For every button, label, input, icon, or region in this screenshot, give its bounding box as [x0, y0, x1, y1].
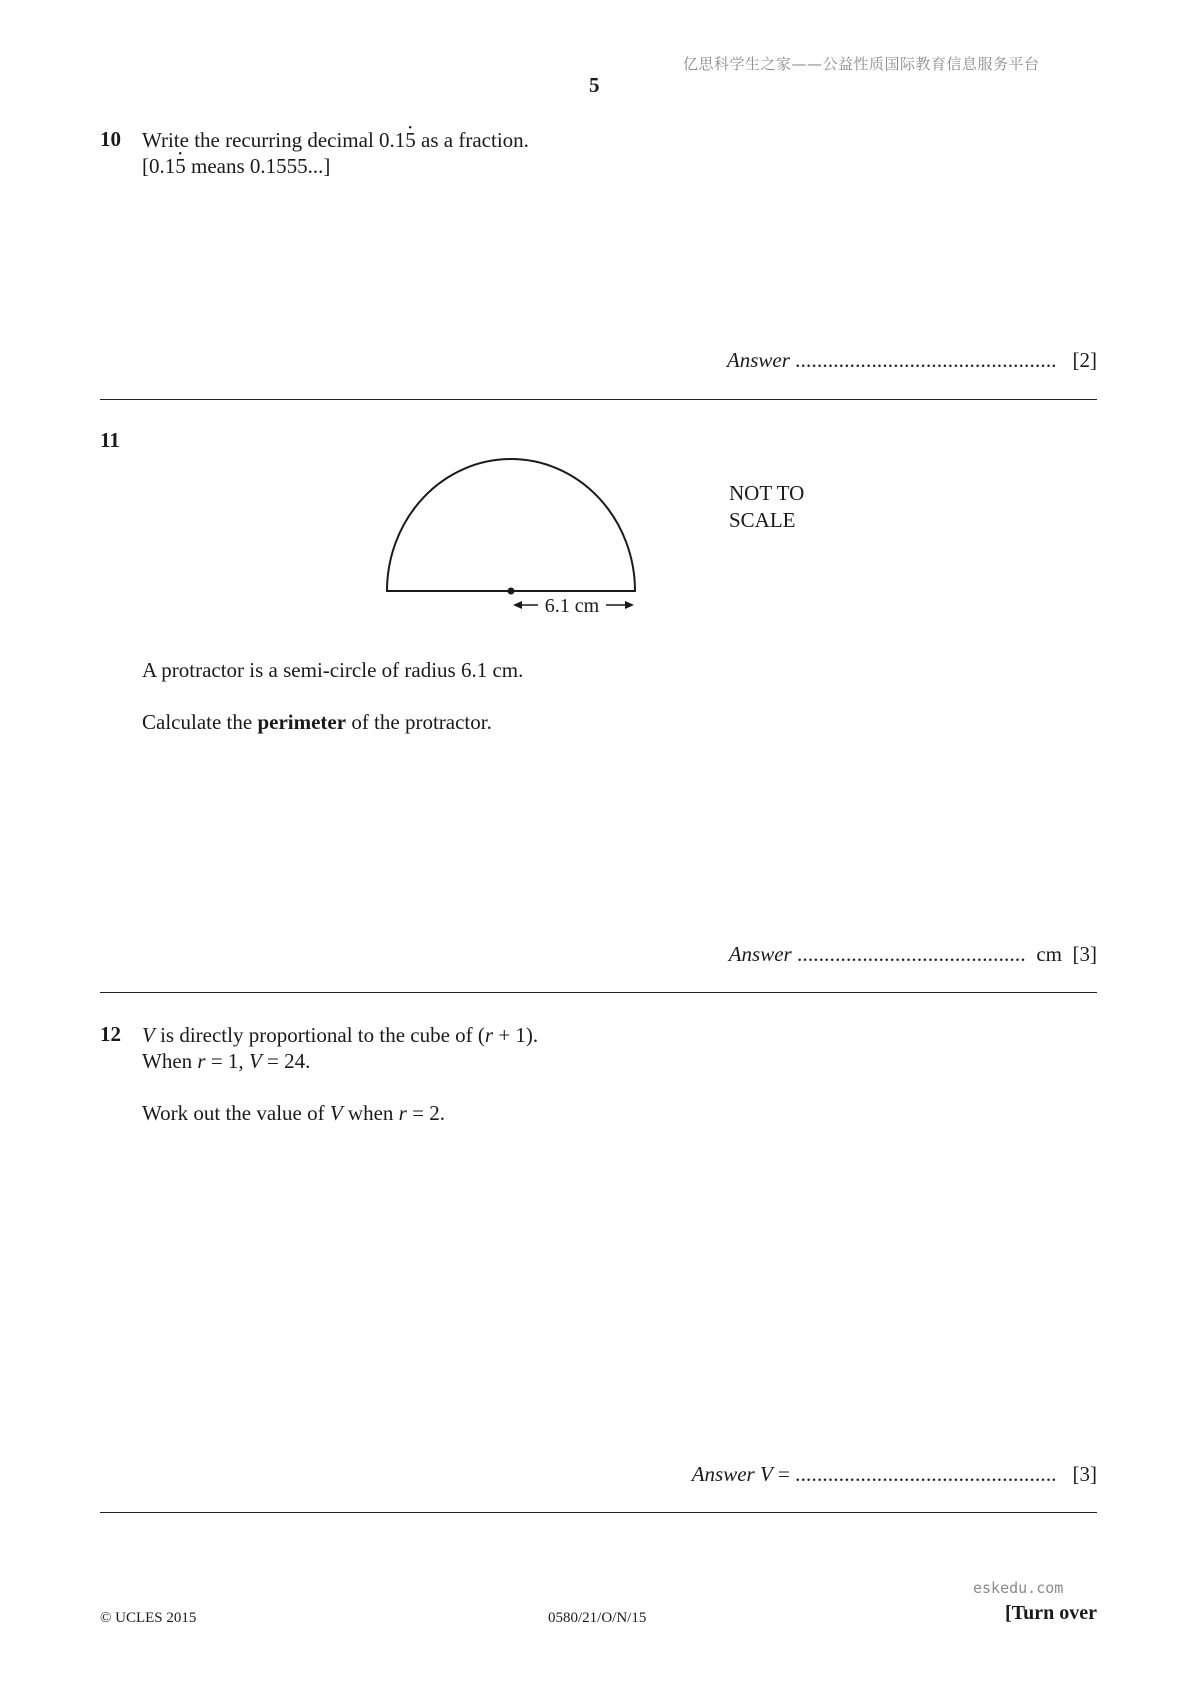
paper-code: 0580/21/O/N/15: [548, 1610, 647, 1626]
recurring-digit: 5 •: [405, 127, 416, 153]
question-10-line-2: [142, 153, 330, 179]
answer-label: Answer: [726, 348, 790, 372]
copyright: © UCLES 2015: [100, 1610, 197, 1626]
question-11-text-1: A protractor is a semi-circle of radius 6.1 cm.: [142, 658, 524, 682]
answer-dots: ................................................: [795, 348, 1057, 372]
question-number-12: 12: [100, 1022, 121, 1046]
answer-line-11[interactable]: [729, 942, 1097, 967]
var-v: V: [329, 1101, 343, 1125]
q12-text: = 24.: [261, 1049, 311, 1073]
answer-line-12[interactable]: [692, 1462, 1097, 1487]
semicircle-outline: [387, 459, 635, 591]
radius-label: 6.1 cm: [544, 595, 600, 617]
answer-eq: =: [772, 1462, 796, 1486]
divider: [100, 1512, 1097, 1513]
question-12-line-2: [142, 1048, 310, 1074]
scale-note-line-1: NOT TO: [729, 481, 805, 505]
q12-text: When: [142, 1049, 198, 1073]
turn-over: [Turn over: [1004, 1602, 1097, 1624]
answer-label: Answer: [728, 942, 792, 966]
q10-text-c: [0.1: [142, 154, 176, 178]
var-r: r: [398, 1101, 407, 1125]
q12-text: = 1,: [205, 1049, 249, 1073]
recurring-digit: 5 •: [175, 153, 186, 179]
question-number-11: 11: [100, 428, 120, 452]
watermark-header: 亿思科学生之家——公益性质国际教育信息服务平台: [683, 55, 1040, 73]
answer-unit: cm: [1036, 942, 1062, 966]
divider: [100, 399, 1097, 400]
q12-text: is directly proportional to the cube of (: [154, 1023, 485, 1047]
answer-var: V: [759, 1462, 773, 1486]
watermark-footer: eskedu.com: [973, 1579, 1064, 1597]
answer-dots: ..........................................: [796, 942, 1026, 966]
q12-text: + 1).: [493, 1023, 539, 1047]
question-number-10: 10: [100, 127, 121, 151]
q11-text-a: Calculate the: [142, 710, 258, 734]
q10-text-a: Write the recurring decimal 0.1: [142, 128, 406, 152]
q12-text: = 2.: [406, 1101, 445, 1125]
q11-bold-word: perimeter: [257, 710, 347, 734]
page-number: 5: [589, 73, 600, 97]
q11-text-b: of the protractor.: [346, 710, 492, 734]
var-r: r: [484, 1023, 494, 1047]
arrow-right-head: [625, 601, 634, 609]
divider: [100, 992, 1097, 993]
answer-line-10[interactable]: [727, 348, 1097, 373]
question-10-line-1: [142, 127, 529, 153]
var-v: V: [142, 1023, 155, 1047]
var-r: r: [197, 1049, 206, 1073]
scale-note: [729, 480, 804, 534]
question-11-text-2: [142, 709, 492, 735]
var-v: V: [248, 1049, 262, 1073]
centre-point: [508, 588, 515, 595]
protractor-diagram: [370, 445, 660, 620]
q12-text: Work out the value of: [142, 1101, 330, 1125]
question-12-line-3: [142, 1100, 445, 1126]
marks: [2]: [1072, 348, 1097, 372]
marks: [3]: [1072, 1462, 1097, 1486]
question-12-line-1: [142, 1022, 538, 1048]
q10-text-b: as a fraction.: [415, 128, 529, 152]
arrow-left-head: [513, 601, 522, 609]
q10-text-d: means 0.1555...]: [185, 154, 331, 178]
marks: [3]: [1072, 942, 1097, 966]
q12-text: when: [342, 1101, 399, 1125]
scale-note-line-2: SCALE: [729, 508, 796, 532]
answer-label: Answer: [691, 1462, 755, 1486]
answer-dots: ................................................: [795, 1462, 1057, 1486]
